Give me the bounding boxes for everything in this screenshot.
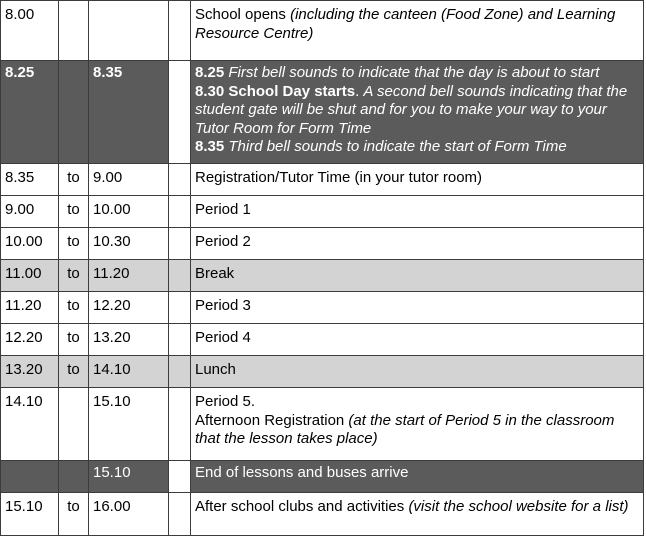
end-time: 8.35 (89, 61, 169, 164)
spacer-cell (169, 461, 191, 493)
table-row (1, 196, 644, 228)
activity-description: Period 4 (191, 324, 644, 356)
to-label (59, 388, 89, 461)
table-row (1, 260, 644, 292)
start-time: 14.10 (1, 388, 59, 461)
bell-time: 8.30 School Day starts (195, 82, 356, 100)
afternoon-registration-line (195, 412, 639, 449)
to-label (59, 461, 89, 493)
start-time: 15.10 (1, 493, 59, 536)
end-time: 16.00 (89, 493, 169, 536)
start-time: 11.20 (1, 292, 59, 324)
spacer-cell (169, 356, 191, 388)
spacer-cell (169, 228, 191, 260)
activity-description (191, 493, 644, 536)
activity-text: School opens (195, 6, 291, 23)
spacer-cell (169, 324, 191, 356)
activity-description: Break (191, 260, 644, 292)
table-row (1, 324, 644, 356)
to-label: to (59, 493, 89, 536)
activity-description: Period 2 (191, 228, 644, 260)
end-time: 10.30 (89, 228, 169, 260)
table-row (1, 292, 644, 324)
bell-time: 8.35 (195, 138, 225, 155)
activity-description: Registration/Tutor Time (in your tutor room) (191, 164, 644, 196)
third-bell-line (195, 138, 639, 157)
end-time: 15.10 (89, 388, 169, 461)
start-time: 10.00 (1, 228, 59, 260)
table-row (1, 164, 644, 196)
spacer-cell (169, 196, 191, 228)
bell-time: 8.25 (195, 64, 225, 81)
table-row (1, 388, 644, 461)
table-row (1, 493, 644, 536)
start-time: 8.00 (1, 1, 59, 61)
to-label: to (59, 324, 89, 356)
to-label: to (59, 196, 89, 228)
activity-note: (at the start of Period 5 in the classroom that the lesson takes place) (195, 411, 615, 447)
activity-description (191, 61, 644, 164)
table-row (1, 1, 644, 61)
activity-note: (visit the school website for a list) (408, 498, 629, 515)
to-label (59, 61, 89, 164)
end-time (89, 1, 169, 61)
to-label: to (59, 356, 89, 388)
to-label: to (59, 292, 89, 324)
end-time: 13.20 (89, 324, 169, 356)
to-label (59, 1, 89, 61)
spacer-cell (169, 292, 191, 324)
end-time: 15.10 (89, 461, 169, 493)
start-time: 11.00 (1, 260, 59, 292)
activity-description (191, 388, 644, 461)
activity-description: End of lessons and buses arrive (191, 461, 644, 493)
start-time: 9.00 (1, 196, 59, 228)
activity-text: Period 5. (195, 393, 256, 410)
start-time (1, 461, 59, 493)
separator-text: . (355, 82, 364, 100)
end-time: 12.20 (89, 292, 169, 324)
bell-note: First bell sounds to indicate that the day is about to start (224, 64, 600, 81)
spacer-cell (169, 493, 191, 536)
activity-description (191, 1, 644, 61)
first-bell-line (195, 64, 639, 83)
start-time: 8.35 (1, 164, 59, 196)
table-row (1, 461, 644, 493)
table-row (1, 228, 644, 260)
to-label: to (59, 260, 89, 292)
activity-note: (including the canteen (Food Zone) and Learning Resource Centre) (195, 6, 616, 42)
start-time: 13.20 (1, 356, 59, 388)
activity-text: After school clubs and activities (195, 498, 409, 515)
to-label: to (59, 228, 89, 260)
end-time: 10.00 (89, 196, 169, 228)
spacer-cell (169, 260, 191, 292)
end-time: 11.20 (89, 260, 169, 292)
table-row (1, 61, 644, 164)
bell-note: Third bell sounds to indicate the start of Form Time (224, 138, 567, 155)
to-label: to (59, 164, 89, 196)
activity-description: Lunch (191, 356, 644, 388)
activity-description: Period 3 (191, 292, 644, 324)
spacer-cell (169, 164, 191, 196)
school-day-starts-line (195, 83, 639, 139)
start-time: 12.20 (1, 324, 59, 356)
bell-note: A second bell sounds indicating that the student gate will be shut and for you to make your way to your Tutor Room for Form Time (195, 82, 628, 137)
activity-description: Period 1 (191, 196, 644, 228)
end-time: 9.00 (89, 164, 169, 196)
spacer-cell (169, 388, 191, 461)
end-time: 14.10 (89, 356, 169, 388)
activity-text: Afternoon Registration (195, 411, 349, 429)
spacer-cell (169, 1, 191, 61)
table-row (1, 356, 644, 388)
spacer-cell (169, 61, 191, 164)
start-time: 8.25 (1, 61, 59, 164)
